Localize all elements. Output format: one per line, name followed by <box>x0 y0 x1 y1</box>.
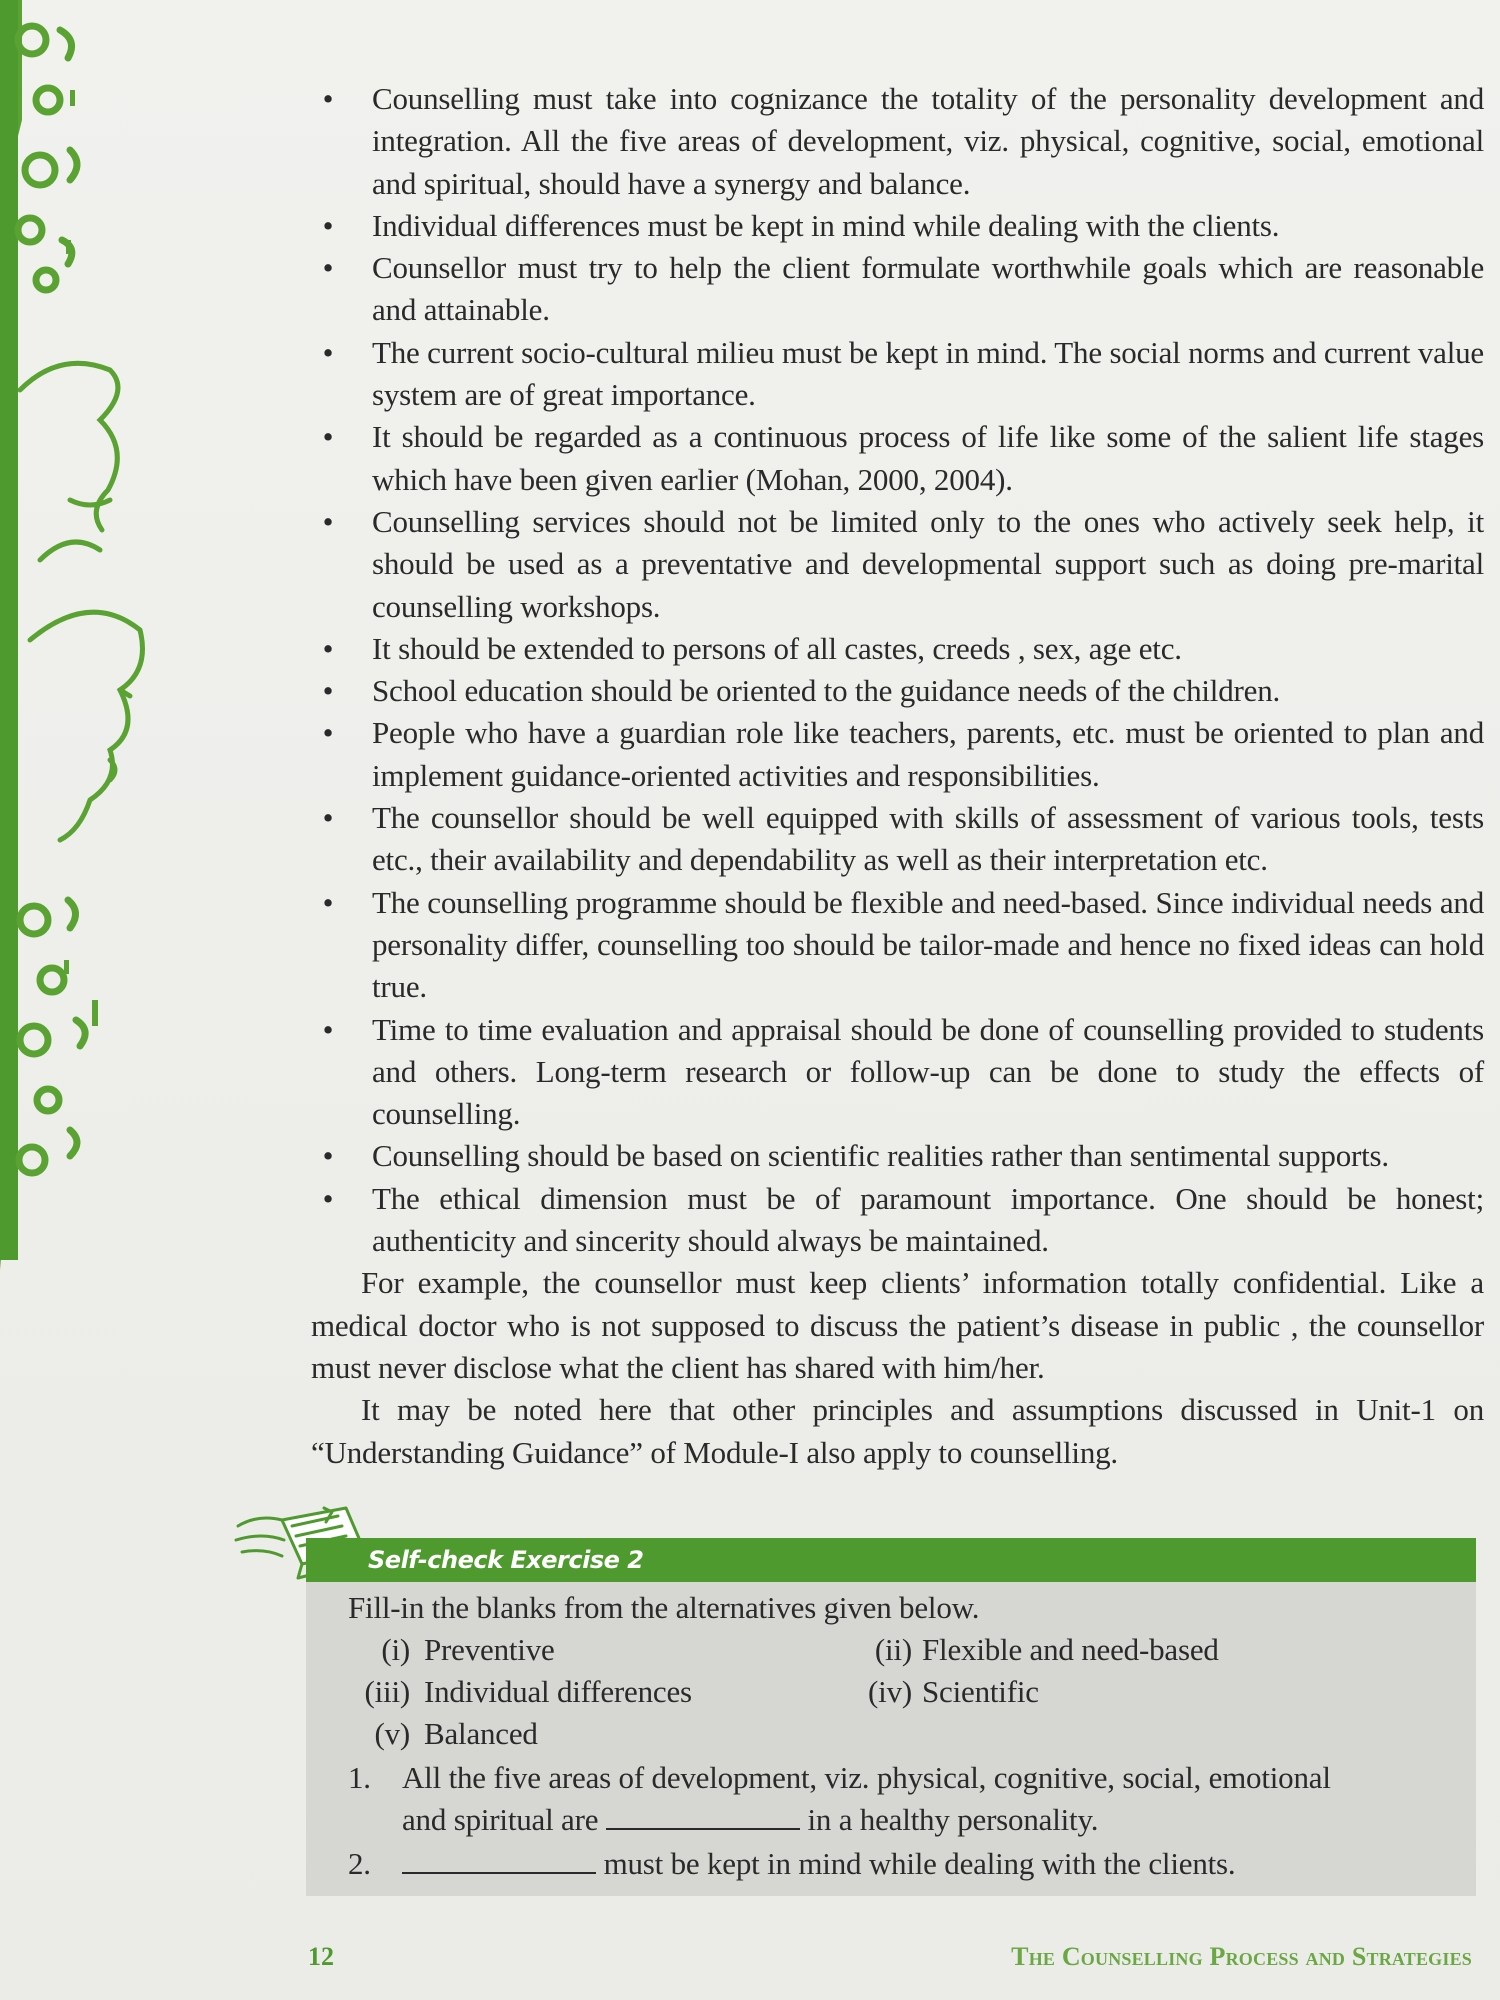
bullet-icon: • <box>322 630 334 666</box>
option-text: Balanced <box>424 1716 538 1751</box>
option-text: Preventive <box>424 1632 555 1667</box>
option-text: Scientific <box>922 1674 1039 1709</box>
bullet-icon: • <box>322 673 334 709</box>
list-item: • It should be regarded as a continuous process of life like some of the salient life stages which have been given earlier (Mohan, 2000, 2004). <box>312 416 1484 501</box>
list-item: • Counsellor must try to help the client formulate worthwhile goals which are reasonable and attainable. <box>312 247 1484 332</box>
example-paragraph: For example, the counsellor must keep clients’ information totally confidential. Like a medical doctor who is not supposed to discuss the patient’s disease in public , the counsellor must never disclose what the client has shared with him/her. <box>311 1265 1484 1385</box>
note-paragraph: It may be noted here that other principles and assumptions discussed in Unit-1 on “Understanding Guidance” of Module-I also apply to counselling. <box>311 1392 1484 1470</box>
list-item: • The counselling programme should be flexible and need-based. Since individual needs and personality differ, counselling too should be tailor-made and hence no fixed ideas can hold true. <box>312 882 1484 1009</box>
question-number: 2. <box>348 1846 371 1881</box>
bullet-icon: • <box>322 207 334 243</box>
list-item: • The ethical dimension must be of paramount importance. One should be honest; authenticity and sincerity should always be maintained. <box>312 1178 1484 1263</box>
option-number: (iii) <box>364 1674 410 1709</box>
list-item: • Counselling services should not be limited only to the ones who actively seek help, it should be used as a preventative and developmental support such as doing pre-marital counselling workshops. <box>312 501 1484 628</box>
bullet-icon: • <box>322 250 334 286</box>
bullet-icon: • <box>322 503 334 539</box>
bullet-icon: • <box>322 800 334 836</box>
list-item: • School education should be oriented to the guidance needs of the children. <box>312 670 1484 712</box>
main-content <box>312 78 1484 1474</box>
list-item: • It should be extended to persons of all castes, creeds , sex, age etc. <box>312 628 1484 670</box>
bullet-icon: • <box>322 1180 334 1216</box>
list-item: • Counselling must take into cognizance the totality of the personality development and integration. All the five areas of development, viz. physical, cognitive, social, emotional and spiritual, should have a synergy and balance. <box>312 78 1484 205</box>
answer-blank[interactable] <box>402 1846 596 1874</box>
option-number: (ii) <box>874 1632 912 1667</box>
option-number: (iv) <box>868 1674 912 1709</box>
question-text: All the five areas of development, viz. physical, cognitive, social, emotional <box>402 1760 1331 1795</box>
list-item: • Time to time evaluation and appraisal should be done of counselling provided to students and others. Long-term research or follow-up can be done to study the effects of counselling. <box>312 1009 1484 1136</box>
list-item: • The counsellor should be well equipped with skills of assessment of various tools, tests etc., their availability and dependability as well as their interpretation etc. <box>312 797 1484 882</box>
bullet-icon: • <box>322 715 334 751</box>
option-text: Flexible and need-based <box>922 1632 1219 1667</box>
list-item: • Counselling should be based on scientific realities rather than sentimental supports. <box>312 1135 1484 1177</box>
running-title: The Counselling Process and Strategies <box>1011 1942 1472 1971</box>
bullet-icon: • <box>322 1011 334 1047</box>
list-item: • People who have a guardian role like teachers, parents, etc. must be oriented to plan and implement guidance-oriented activities and responsibilities. <box>312 712 1484 797</box>
exercise-title-bar <box>306 1538 1476 1582</box>
decorative-margin-illustration <box>0 0 160 1270</box>
list-item: • The current socio-cultural milieu must be kept in mind. The social norms and current value system are of great importance. <box>312 332 1484 417</box>
exercise-instruction: Fill-in the blanks from the alternatives given below. <box>348 1590 980 1625</box>
self-check-exercise <box>306 1538 1476 1896</box>
exercise-panel <box>306 1582 1476 1896</box>
option-number: (i) <box>381 1632 410 1667</box>
principles-list <box>312 78 1484 1262</box>
answer-blank[interactable] <box>606 1802 800 1830</box>
question-text: must be kept in mind while dealing with the clients. <box>402 1844 1235 1884</box>
option-number: (v) <box>374 1716 410 1751</box>
bullet-icon: • <box>322 1138 334 1174</box>
exercise-title: Self-check Exercise 2 <box>368 1546 644 1574</box>
option-text: Individual differences <box>424 1674 692 1709</box>
page-number: 12 <box>308 1942 334 1971</box>
bullet-icon: • <box>322 334 334 370</box>
question-number: 1. <box>348 1760 371 1795</box>
bullet-icon: • <box>322 419 334 455</box>
bullet-icon: • <box>322 81 334 116</box>
question-text-continued: and spiritual are in a healthy personality. <box>402 1802 1099 1837</box>
bullet-icon: • <box>322 884 334 920</box>
list-item: • Individual differences must be kept in mind while dealing with the clients. <box>312 205 1484 247</box>
